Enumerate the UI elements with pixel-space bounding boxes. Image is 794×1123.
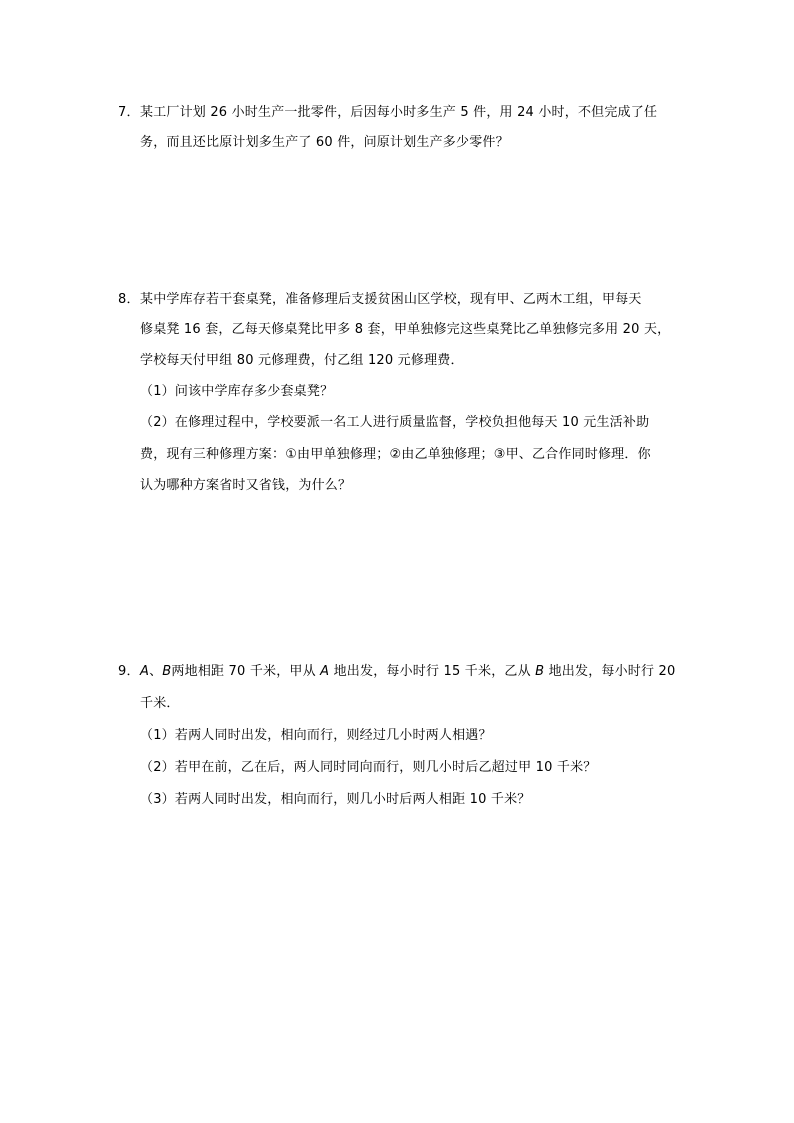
question-8-part-2-line-2: [140, 445, 651, 465]
question-text: 两地相距 70 千米，甲从: [171, 664, 321, 679]
question-7-line-2: [140, 133, 509, 153]
point-b-label: B: [535, 664, 545, 679]
sub-question-text: （2）在修理过程中，学校要派一名工人进行质量监督，学校负担他每天 10 元生活补助: [140, 415, 650, 430]
question-number: 9．: [118, 664, 140, 679]
question-number: 7．: [118, 105, 140, 120]
point-a-label: A: [140, 664, 150, 679]
question-text: 地出发，每小时行 20: [544, 664, 676, 679]
question-9-part-1: [140, 726, 492, 746]
question-8-line-2: [140, 320, 670, 340]
separator: 、: [149, 664, 163, 679]
question-8-part-2-line-3: [140, 476, 351, 496]
question-text: 修桌凳 16 套，乙每天修桌凳比甲多 8 套，甲单独修完这些桌凳比乙单独修完多用 20 天，: [140, 322, 671, 337]
point-b-label: B: [162, 664, 172, 679]
question-8-line-3: [140, 351, 464, 371]
question-8-part-1: [140, 382, 333, 402]
question-text: 千米．: [140, 696, 180, 711]
question-text: 地出发，每小时行 15 千米，乙从: [329, 664, 536, 679]
sub-question-text: （1）若两人同时出发，相向而行，则经过几小时两人相遇？: [140, 728, 492, 743]
question-8-part-2-line-1: [140, 413, 649, 433]
question-text: 某工厂计划 26 小时生产一批零件，后因每小时多生产 5 件，用 24 小时，不但完成了任: [140, 105, 658, 120]
sub-question-text: （3）若两人同时出发，相向而行，则几小时后两人相距 10 千米？: [140, 792, 531, 807]
question-text: 学校每天付甲组 80 元修理费，付乙组 120 元修理费．: [140, 353, 464, 368]
sub-question-text: 费，现有三种修理方案：①由甲单独修理；②由乙单独修理；③甲、乙合作同时修理．你: [140, 447, 651, 462]
question-text: 某中学库存若干套桌凳，准备修理后支援贫困山区学校，现有甲、乙两木工组，甲每天: [140, 292, 642, 307]
question-9-line-2: [140, 694, 180, 714]
question-9-part-2: [140, 758, 596, 778]
question-7-line-1: [118, 103, 657, 123]
question-8-line-1: [118, 290, 642, 310]
sub-question-text: （2）若甲在前，乙在后，两人同时同向而行，则几小时后乙超过甲 10 千米？: [140, 760, 597, 775]
question-number: 8．: [118, 292, 140, 307]
sub-question-text: 认为哪种方案省时又省钱，为什么？: [140, 478, 352, 493]
question-text: 务，而且还比原计划多生产了 60 件，问原计划生产多少零件？: [140, 135, 509, 150]
question-9-line-1: [118, 662, 675, 682]
question-9-part-3: [140, 790, 530, 810]
point-a-label: A: [320, 664, 330, 679]
sub-question-text: （1）问该中学库存多少套桌凳？: [140, 384, 334, 399]
